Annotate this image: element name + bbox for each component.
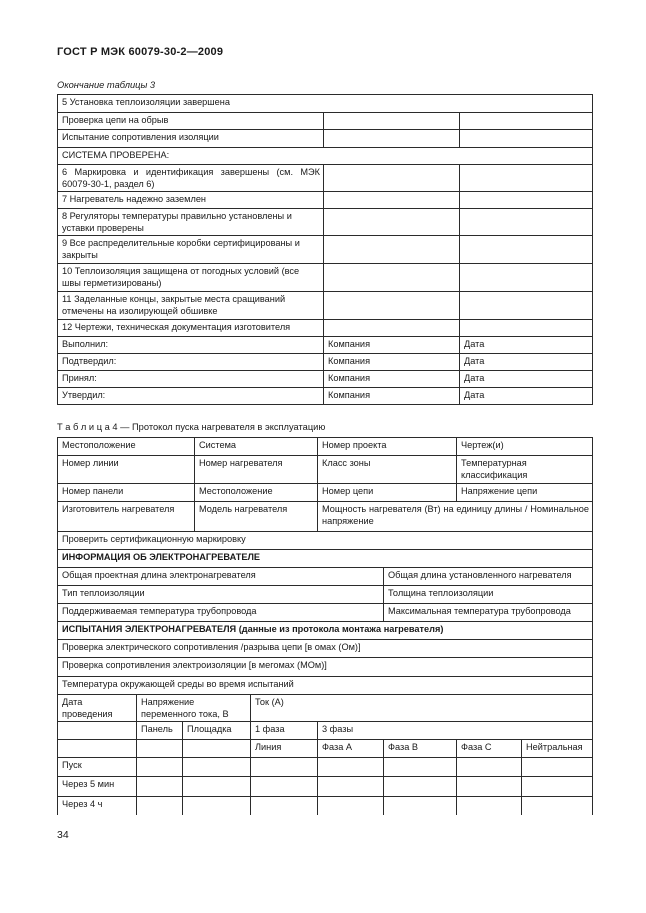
table3-row: Испытание сопротивления изоляции (58, 130, 324, 148)
signature-company: Компания (324, 388, 460, 405)
insulation-thickness-label: Толщина теплоизоляции (384, 586, 593, 604)
current-label: Ток (А) (251, 695, 593, 722)
signature-date: Дата (460, 337, 593, 354)
table3-row: 10 Теплоизоляция защищена от погодных условий (все швы герметизированы) (58, 264, 324, 292)
table3-row: 7 Нагреватель надежно заземлен (58, 192, 324, 209)
table3 (57, 94, 593, 405)
signature-date: Дата (460, 388, 593, 405)
signature-label: Выполнил: (58, 337, 324, 354)
table3-row: 8 Регуляторы температуры правильно установлены и уставки проверены (58, 209, 324, 236)
signature-company: Компания (324, 337, 460, 354)
heater-maker-label: Изготовитель нагревателя (58, 502, 195, 532)
line-label: Линия (251, 740, 318, 758)
table3-row: 9 Все распределительные коробки сертифицированы и закрыты (58, 236, 324, 264)
signature-date: Дата (460, 354, 593, 371)
test-date-label: Дата проведения (58, 695, 137, 722)
info-heading: ИНФОРМАЦИЯ ОБ ЭЛЕКТРОНАГРЕВАТЕЛЕ (58, 550, 593, 568)
page-number: 34 (57, 829, 69, 841)
heater-model-label: Модель нагревателя (195, 502, 318, 532)
table3-row: Проверка цепи на обрыв (58, 113, 324, 130)
panel-label: Панель (137, 722, 183, 740)
circuit-voltage-label: Напряжение цепи (457, 484, 593, 502)
signature-date: Дата (460, 371, 593, 388)
insulation-type-label: Тип теплоизоляции (58, 586, 384, 604)
line-number-label: Номер линии (58, 456, 195, 484)
table3-row: 5 Установка теплоизоляции завершена (58, 95, 593, 113)
circuit-number-label: Номер цепи (318, 484, 457, 502)
signature-label: Принял: (58, 371, 324, 388)
location2-label: Местоположение (195, 484, 318, 502)
system-label: Система (195, 438, 318, 456)
max-temp-label: Максимальная температура трубопровода (384, 604, 593, 622)
heater-number-label: Номер нагревателя (195, 456, 318, 484)
neutral-label: Нейтральная (522, 740, 593, 758)
phase-a-label: Фаза А (318, 740, 384, 758)
table4-caption: Т а б л и ц а 4 — Протокол пуска нагревателя в эксплуатацию (57, 422, 326, 432)
three-phase-label: 3 фазы (318, 722, 593, 740)
one-phase-label: 1 фаза (251, 722, 318, 740)
table3-row: СИСТЕМА ПРОВЕРЕНА: (58, 148, 593, 165)
ac-voltage-label: Напряжение переменного тока, В (137, 695, 251, 722)
panel-number-label: Номер панели (58, 484, 195, 502)
zone-class-label: Класс зоны (318, 456, 457, 484)
temp-class-label: Температурная классификация (457, 456, 593, 484)
insulation-check-row: Проверка сопротивления электроизоляции [в мегомах (МОм)] (58, 658, 593, 677)
phase-c-label: Фаза С (457, 740, 522, 758)
after-4h-label: Через 4 ч (58, 797, 137, 815)
signature-label: Подтвердил: (58, 354, 324, 371)
signature-company: Компания (324, 371, 460, 388)
phase-b-label: Фаза В (384, 740, 457, 758)
power-label: Мощность нагревателя (Вт) на единицу длины / Номинальное напряжение (318, 502, 593, 532)
table3-row: 6 Маркировка и идентификация завершены (см. МЭК 60079-30-1, раздел 6) (58, 165, 324, 192)
drawings-label: Чертеж(и) (457, 438, 593, 456)
area-label: Площадка (183, 722, 251, 740)
table3-caption: Окончание таблицы 3 (57, 80, 156, 90)
table4 (57, 437, 593, 815)
total-installed-length-label: Общая длина установленного нагревателя (384, 568, 593, 586)
signature-company: Компания (324, 354, 460, 371)
total-project-length-label: Общая проектная длина электронагревателя (58, 568, 384, 586)
project-number-label: Номер проекта (318, 438, 457, 456)
table3-row: 12 Чертежи, техническая документация изготовителя (58, 320, 324, 337)
resistance-check-row: Проверка электрического сопротивления /разрыва цепи [в омах (Ом)] (58, 640, 593, 658)
maintained-temp-label: Поддерживаемая температура трубопровода (58, 604, 384, 622)
document-header: ГОСТ Р МЭК 60079-30-2—2009 (57, 46, 224, 58)
ambient-temp-row: Температура окружающей среды во время испытаний (58, 677, 593, 695)
location-label: Местоположение (58, 438, 195, 456)
table3-row: 11 Заделанные концы, закрытые места сращиваний отмечены на изолирующей обшивке (58, 292, 324, 320)
check-cert-row: Проверить сертификационную маркировку (58, 532, 593, 550)
after-5min-label: Через 5 мин (58, 777, 137, 797)
start-label: Пуск (58, 758, 137, 777)
tests-heading: ИСПЫТАНИЯ ЭЛЕКТРОНАГРЕВАТЕЛЯ (данные из протокола монтажа нагревателя) (58, 622, 593, 640)
signature-label: Утвердил: (58, 388, 324, 405)
